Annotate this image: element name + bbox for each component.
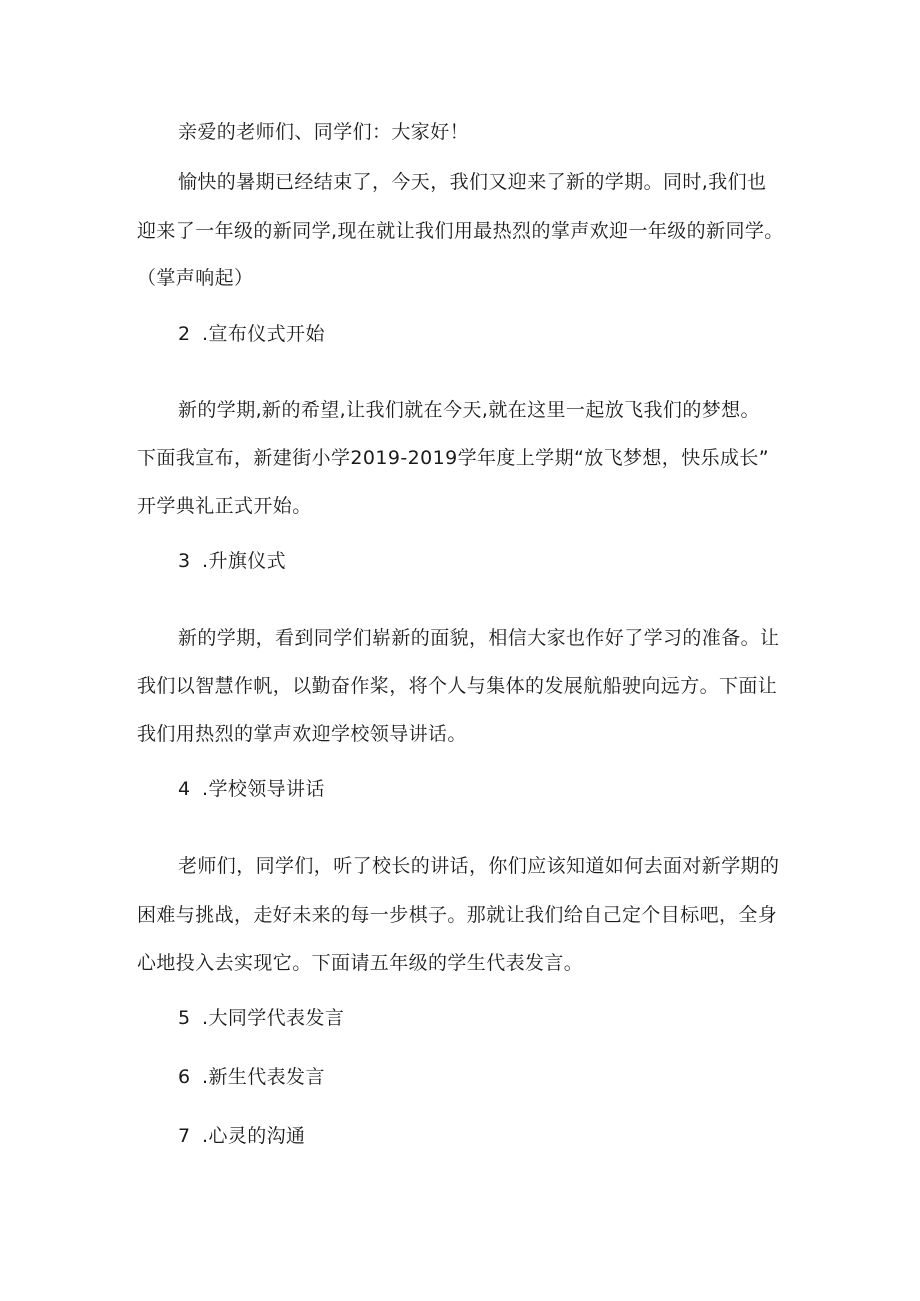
heading-7-text: .心灵的沟通	[202, 1125, 306, 1147]
heading-2	[178, 322, 325, 346]
heading-3-text: .升旗仪式	[202, 550, 287, 572]
heading-5-number: 5	[178, 1007, 191, 1029]
heading-6-number: 6	[178, 1066, 191, 1088]
paragraph-1-line-1: 愉快的暑期已经结束了，今天，我们又迎来了新的学期。同时,我们也	[178, 171, 767, 193]
paragraph-2-line-1: 新的学期,新的希望,让我们就在今天,就在这里一起放飞我们的梦想。	[178, 399, 760, 421]
heading-7-number: 7	[178, 1125, 191, 1147]
heading-4-text: .学校领导讲话	[202, 778, 325, 800]
heading-3	[178, 549, 286, 573]
paragraph-2-line-3: 开学典礼正式开始。	[137, 495, 312, 517]
heading-2-number: 2	[178, 323, 191, 345]
heading-2-text: .宣布仪式开始	[202, 323, 325, 345]
heading-6	[178, 1065, 325, 1089]
paragraph-1-line-3: （掌声响起）	[137, 267, 254, 289]
heading-4	[178, 777, 325, 801]
greeting: 亲爱的老师们、同学们：大家好！	[178, 121, 470, 143]
paragraph-2-line-2: 下面我宣布，新建街小学2019-2019学年度上学期“放飞梦想，快乐成长”	[137, 447, 770, 469]
heading-4-number: 4	[178, 778, 191, 800]
paragraph-1-line-2: 迎来了一年级的新同学,现在就让我们用最热烈的掌声欢迎一年级的新同学。	[137, 220, 784, 242]
heading-3-number: 3	[178, 550, 191, 572]
paragraph-3-line-3: 我们用热烈的掌声欢迎学校领导讲话。	[137, 723, 467, 745]
heading-7	[178, 1124, 305, 1148]
paragraph-4-line-3: 心地投入去实现它。下面请五年级的学生代表发言。	[137, 952, 584, 974]
paragraph-3-line-2: 我们以智慧作帆，以勤奋作桨，将个人与集体的发展航船驶向远方。下面让	[137, 675, 778, 697]
heading-5	[178, 1006, 344, 1030]
paragraph-4-line-1: 老师们，同学们，听了校长的讲话，你们应该知道如何去面对新学期的	[178, 855, 780, 877]
paragraph-4-line-2: 困难与挑战，走好未来的每一步棋子。那就让我们给自己定个目标吧，全身	[137, 904, 778, 926]
heading-6-text: .新生代表发言	[202, 1066, 325, 1088]
heading-5-text: .大同学代表发言	[202, 1007, 345, 1029]
paragraph-3-line-1: 新的学期，看到同学们崭新的面貌，相信大家也作好了学习的准备。让	[178, 627, 780, 649]
